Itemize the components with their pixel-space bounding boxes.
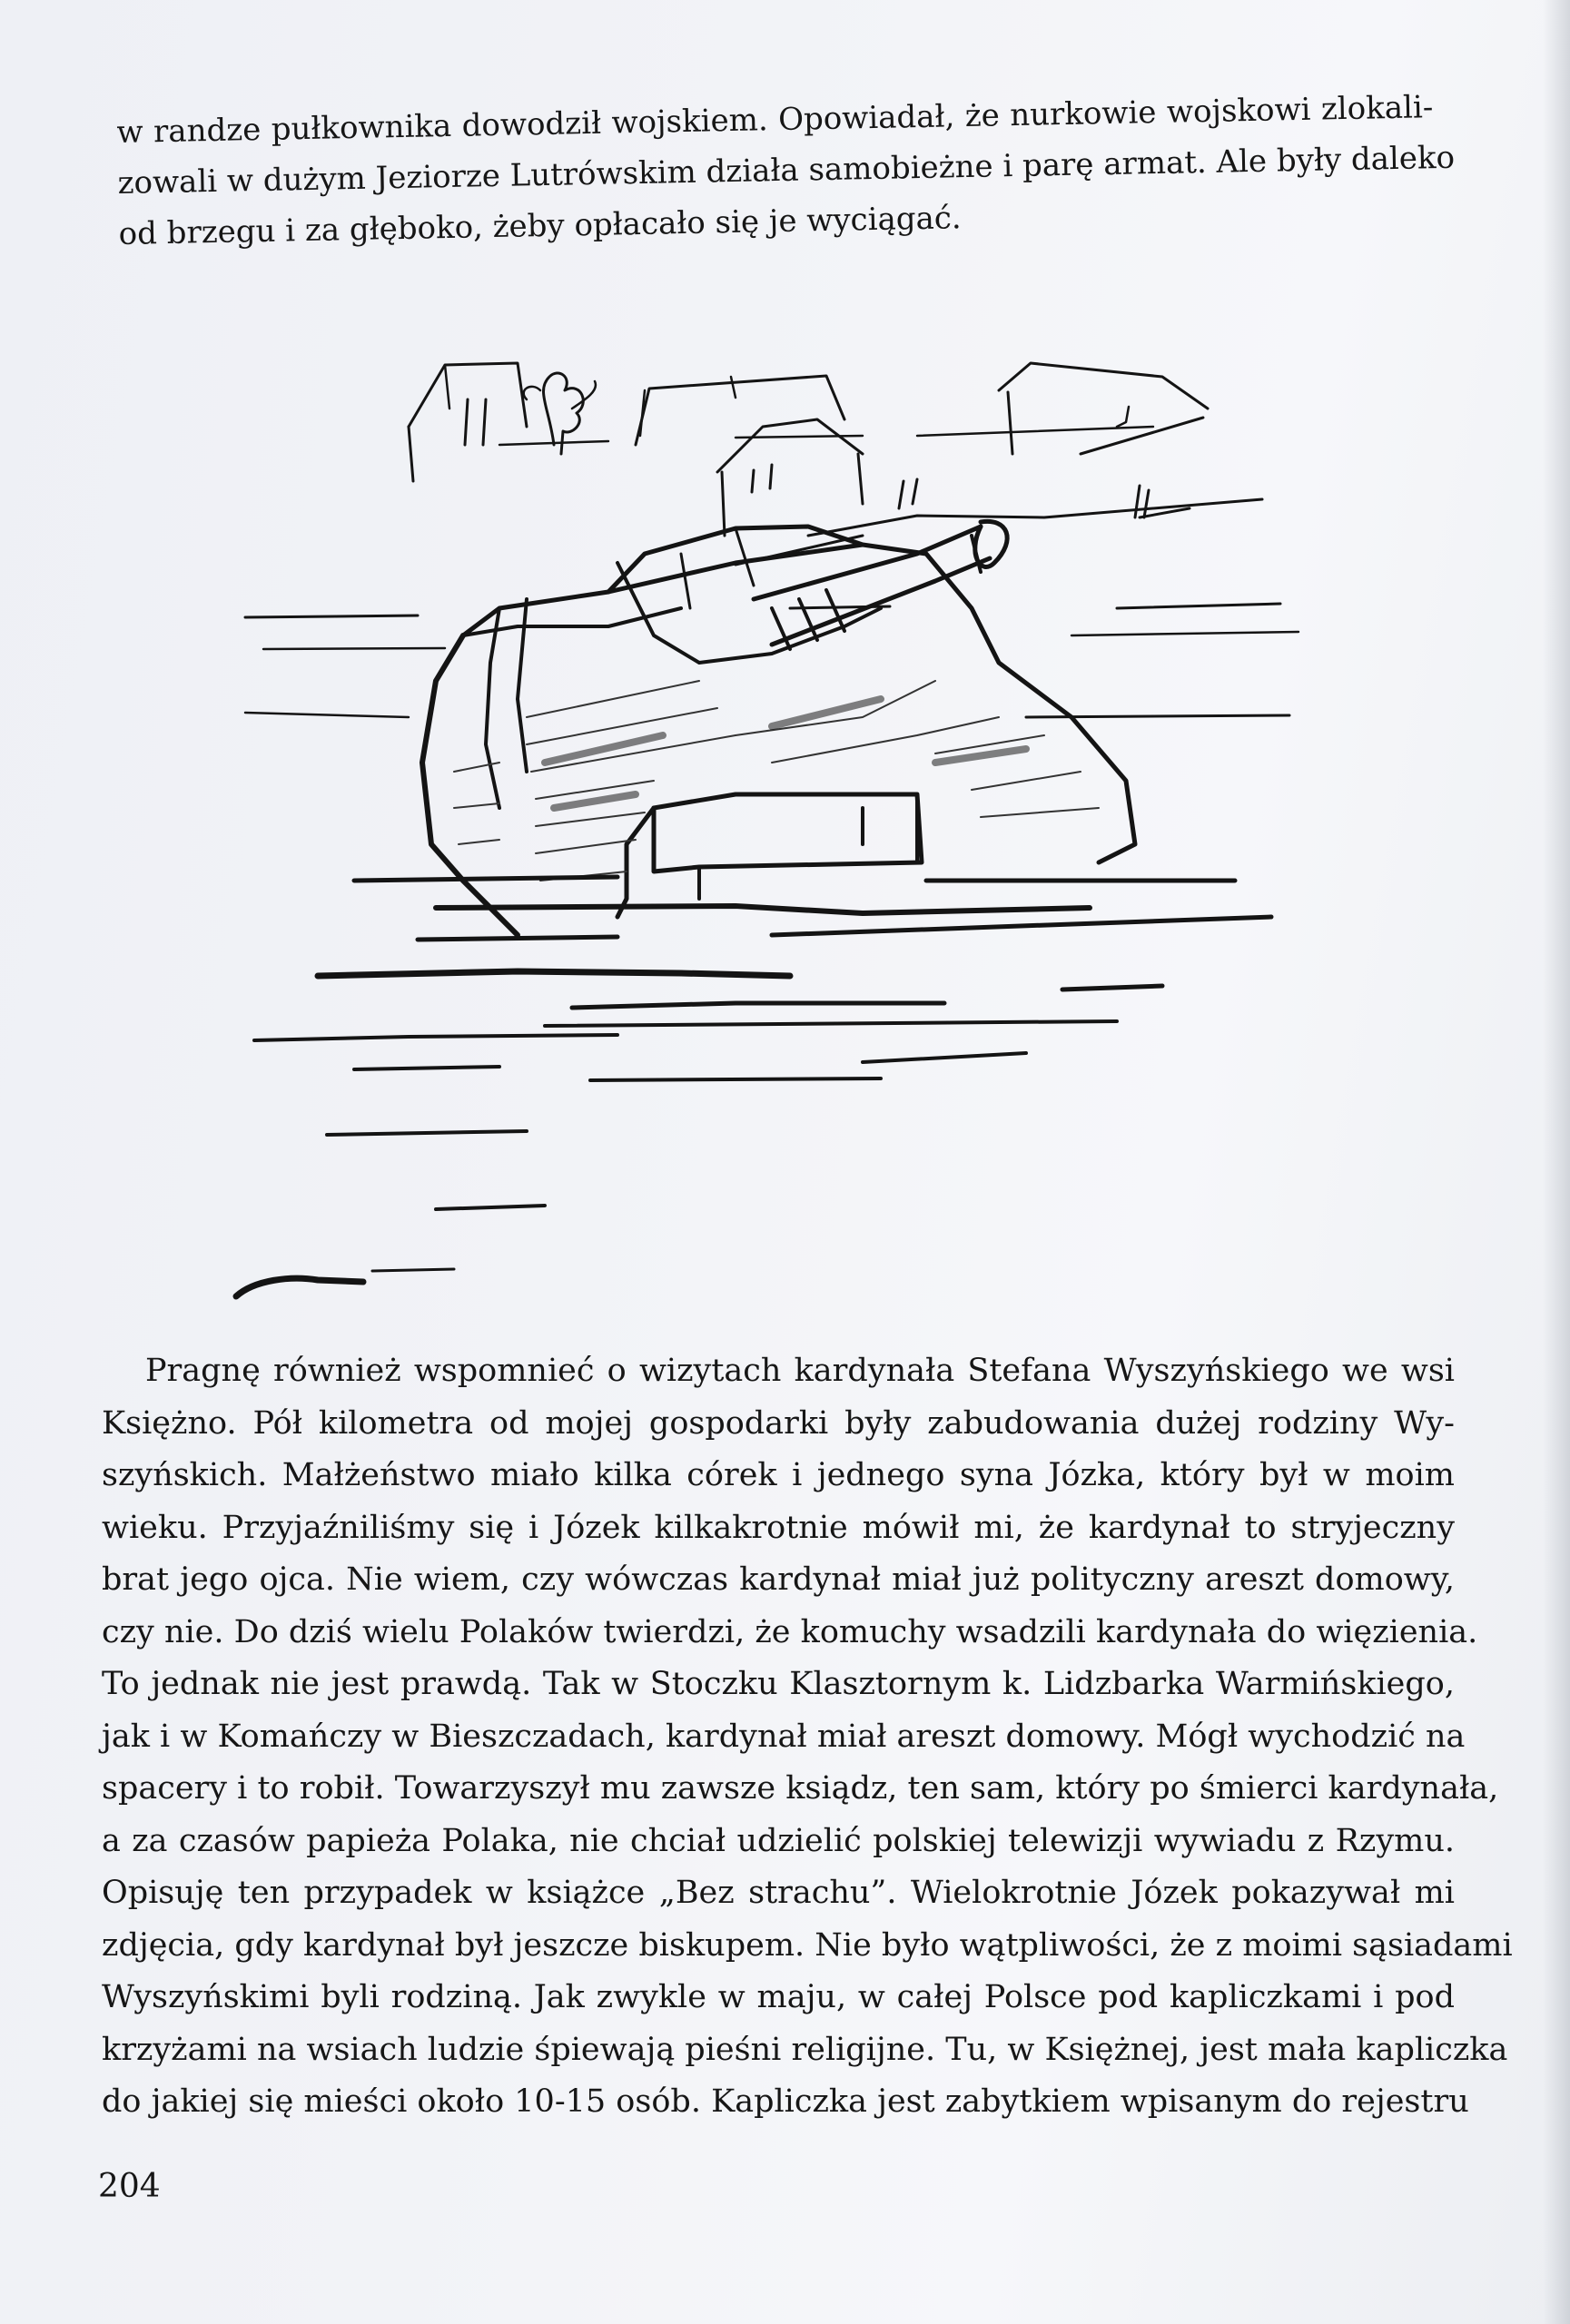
- text-line: wieku. Przyjaźniliśmy się i Józek kilkakrotnie mówił mi, że kardynał to stryjeczny: [102, 1509, 1455, 1546]
- text-line: czy nie. Do dziś wielu Polaków twierdzi, że komuchy wsadzili kardynała do więzienia.: [102, 1613, 1478, 1650]
- text-line: Wyszyńskimi byli rodziną. Jak zwykle w maju, w całej Polsce pod kapliczkami i pod: [102, 1979, 1455, 2015]
- text-line: krzyżami na wsiach ludzie śpiewają pieśni religijne. Tu, w Księżnej, jest mała kapliczka: [102, 2031, 1508, 2068]
- text-line: jak i w Komańczy w Bieszczadach, kardynał miał areszt domowy. Mógł wychodzić na: [102, 1718, 1466, 1755]
- text-line: Księżno. Pół kilometra od mojej gospodarki były zabudowania dużej rodziny Wy-: [102, 1404, 1455, 1442]
- text-line: brat jego ojca. Nie wiem, czy wówczas kardynał miał już polityczny areszt domowy,: [102, 1561, 1455, 1598]
- text-line: To jednak nie jest prawdą. Tak w Stoczku Klasztornym k. Lidzbarka Warmińskiego,: [102, 1666, 1455, 1702]
- text-line: Opisuję ten przypadek w książce „Bez strachu”. Wielokrotnie Józek pokazywał mi: [102, 1875, 1455, 1911]
- text-line: od brzegu i za głęboko, żeby opłacało się je wyciągać.: [118, 200, 963, 252]
- text-line: spacery i to robił. Towarzyszył mu zawsze ksiądz, ten sam, który po śmierci kardynała,: [102, 1770, 1499, 1807]
- main-paragraph: [102, 1345, 1513, 2129]
- text-line: zdjęcia, gdy kardynał był jeszcze biskupem. Nie było wątpliwości, że z moimi sąsiadami: [102, 1926, 1513, 1964]
- tank-in-lake-sketch: [227, 336, 1407, 1316]
- text-line: szyńskich. Małżeństwo miało kilka córek i jednego syna Józka, który był w moim: [102, 1457, 1455, 1493]
- page-number: 204: [98, 2168, 161, 2205]
- text-line: w randze pułkownika dowodził wojskiem. Opowiadał, że nurkowie wojskowi zlokali-: [116, 89, 1434, 151]
- text-line: Pragnę również wspomnieć o wizytach kardynała Stefana Wyszyńskiego we wsi: [145, 1353, 1455, 1389]
- text-line: zowali w dużym Jeziorze Lutrówskim działa samobieżne i parę armat. Ale były daleko: [117, 139, 1456, 202]
- text-line: a za czasów papieża Polaka, nie chciał udzielić polskiej telewizji wywiadu z Rzymu.: [102, 1822, 1455, 1859]
- text-line: do jakiej się mieści około 10-15 osób. Kapliczka jest zabytkiem wpisanym do rejestru: [102, 2083, 1469, 2120]
- top-paragraph: [116, 82, 1456, 260]
- page-edge-shadow: [1543, 0, 1570, 2324]
